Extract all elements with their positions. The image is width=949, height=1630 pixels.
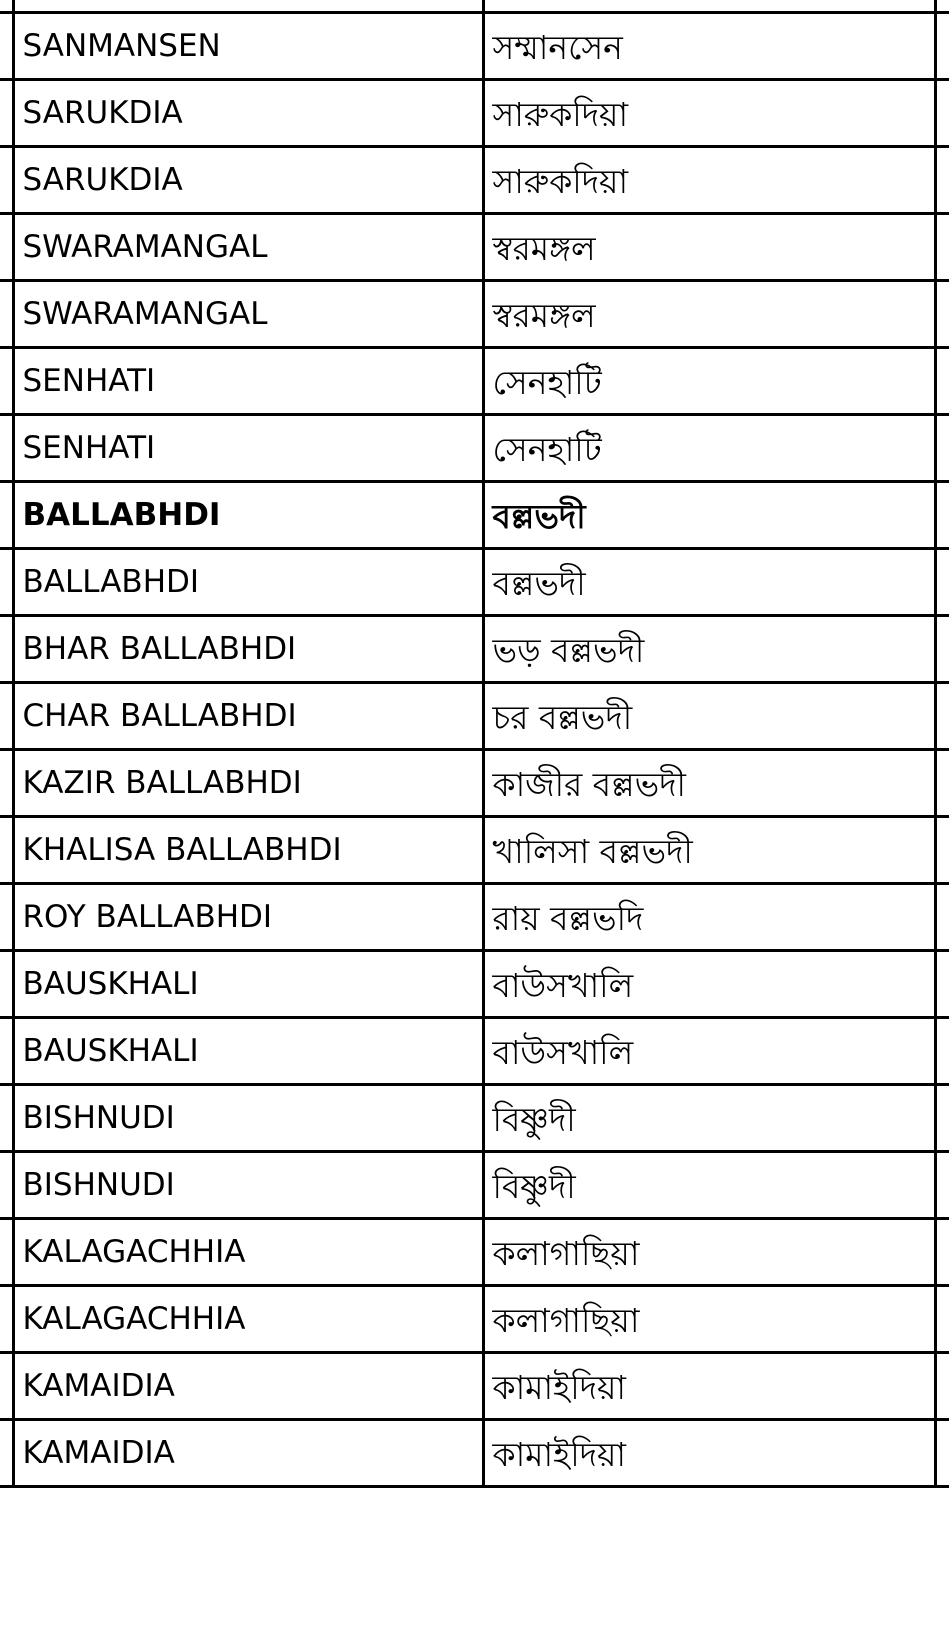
right-margin-cell bbox=[935, 616, 949, 683]
row-number-cell bbox=[0, 616, 13, 683]
row-number-cell bbox=[0, 348, 13, 415]
row-number-cell bbox=[0, 482, 13, 549]
bengali-name-cell: খালিসা বল্লভদী bbox=[483, 817, 935, 884]
row-number-cell bbox=[0, 80, 13, 147]
right-margin-cell bbox=[935, 1018, 949, 1085]
bengali-name-cell: বিষ্ণুদী bbox=[483, 1152, 935, 1219]
right-margin-cell bbox=[935, 147, 949, 214]
english-name-cell: CHAR BALLABHDI bbox=[13, 683, 483, 750]
row-number-cell bbox=[0, 281, 13, 348]
right-margin-cell bbox=[935, 80, 949, 147]
bengali-name-cell: কামাইদিয়া bbox=[483, 1353, 935, 1420]
right-margin-cell bbox=[935, 817, 949, 884]
bengali-name-cell: সেনহাটি bbox=[483, 348, 935, 415]
english-name-cell: ROY BALLABHDI bbox=[13, 884, 483, 951]
row-number-cell bbox=[0, 1286, 13, 1353]
english-name-cell: SENHATI bbox=[13, 348, 483, 415]
bengali-name-cell: কামাইদিয়া bbox=[483, 1420, 935, 1487]
bengali-name-cell: বাউসখালি bbox=[483, 1018, 935, 1085]
table-row bbox=[0, 1286, 949, 1353]
right-margin-cell bbox=[935, 415, 949, 482]
bengali-name-cell: বল্লভদী bbox=[483, 482, 935, 549]
table-row bbox=[0, 147, 949, 214]
right-margin-cell bbox=[935, 683, 949, 750]
bengali-name-cell: চর বল্লভদী bbox=[483, 683, 935, 750]
english-name-cell: KAZIR BALLABHDI bbox=[13, 750, 483, 817]
bengali-name-cell: সম্মানসেন bbox=[483, 13, 935, 80]
table-row bbox=[0, 1353, 949, 1420]
english-name-cell: SENHATI bbox=[13, 415, 483, 482]
table-row bbox=[0, 13, 949, 80]
row-number-cell bbox=[0, 549, 13, 616]
bengali-name-cell: কলাগাছিয়া bbox=[483, 1219, 935, 1286]
row-number-cell bbox=[0, 884, 13, 951]
table-row bbox=[0, 616, 949, 683]
english-name-cell: BHAR BALLABHDI bbox=[13, 616, 483, 683]
row-number-cell bbox=[0, 13, 13, 80]
bengali-name-cell: বাউসখালি bbox=[483, 951, 935, 1018]
row-number-cell bbox=[0, 0, 13, 13]
right-margin-cell bbox=[935, 281, 949, 348]
table-row bbox=[0, 482, 949, 549]
english-name-cell: KALAGACHHIA bbox=[13, 1286, 483, 1353]
right-margin-cell bbox=[935, 214, 949, 281]
right-margin-cell bbox=[935, 0, 949, 13]
english-name-cell: KAMAIDIA bbox=[13, 1420, 483, 1487]
english-name-cell: KHALISA BALLABHDI bbox=[13, 817, 483, 884]
english-name-cell: BISHNUDI bbox=[13, 1152, 483, 1219]
table-row bbox=[0, 80, 949, 147]
table-row bbox=[0, 348, 949, 415]
table-row bbox=[0, 549, 949, 616]
right-margin-cell bbox=[935, 1085, 949, 1152]
right-margin-cell bbox=[935, 884, 949, 951]
table-row bbox=[0, 281, 949, 348]
row-number-cell bbox=[0, 1353, 13, 1420]
english-name-cell: BISHNUDI bbox=[13, 1085, 483, 1152]
english-name-cell: BAUSKHALI bbox=[13, 951, 483, 1018]
english-name-cell: SWARAMANGAL bbox=[13, 214, 483, 281]
table-row bbox=[0, 0, 949, 13]
english-name-cell: KAMAIDIA bbox=[13, 1353, 483, 1420]
row-number-cell bbox=[0, 683, 13, 750]
right-margin-cell bbox=[935, 13, 949, 80]
row-number-cell bbox=[0, 1018, 13, 1085]
english-name-cell: SANMANSEN bbox=[13, 13, 483, 80]
english-name-cell: SWARAMANGAL bbox=[13, 281, 483, 348]
table-row bbox=[0, 1420, 949, 1487]
bengali-name-cell: কলাগাছিয়া bbox=[483, 1286, 935, 1353]
right-margin-cell bbox=[935, 482, 949, 549]
row-number-cell bbox=[0, 1152, 13, 1219]
bengali-name-cell: বল্লভদী bbox=[483, 549, 935, 616]
row-number-cell bbox=[0, 214, 13, 281]
english-name-cell: BALLABHDI bbox=[13, 549, 483, 616]
row-number-cell bbox=[0, 1420, 13, 1487]
english-name-cell: SARUKDIA bbox=[13, 147, 483, 214]
right-margin-cell bbox=[935, 1286, 949, 1353]
table-row bbox=[0, 683, 949, 750]
table-row bbox=[0, 884, 949, 951]
right-margin-cell bbox=[935, 750, 949, 817]
bengali-name-cell: সারুকদিয়া bbox=[483, 147, 935, 214]
table-row bbox=[0, 1152, 949, 1219]
bengali-name-cell: বিষ্ণুদী bbox=[483, 1085, 935, 1152]
right-margin-cell bbox=[935, 1219, 949, 1286]
bengali-name-cell: সেনহাটি bbox=[483, 415, 935, 482]
table-row bbox=[0, 1018, 949, 1085]
table-row bbox=[0, 214, 949, 281]
table-row bbox=[0, 1219, 949, 1286]
row-number-cell bbox=[0, 817, 13, 884]
english-name-cell: BALLABHDI bbox=[13, 482, 483, 549]
row-number-cell bbox=[0, 147, 13, 214]
table-row bbox=[0, 1085, 949, 1152]
right-margin-cell bbox=[935, 1152, 949, 1219]
english-name-cell: BAUSKHALI bbox=[13, 1018, 483, 1085]
table-row bbox=[0, 415, 949, 482]
row-number-cell bbox=[0, 951, 13, 1018]
right-margin-cell bbox=[935, 1353, 949, 1420]
right-margin-cell bbox=[935, 549, 949, 616]
bengali-name-cell: কাজীর বল্লভদী bbox=[483, 750, 935, 817]
bengali-name-cell: ভড় বল্লভদী bbox=[483, 616, 935, 683]
right-margin-cell bbox=[935, 348, 949, 415]
row-number-cell bbox=[0, 415, 13, 482]
row-number-cell bbox=[0, 750, 13, 817]
bengali-name-cell: স্বরমঙ্গল bbox=[483, 214, 935, 281]
right-margin-cell bbox=[935, 951, 949, 1018]
bengali-name-cell: স্বরমঙ্গল bbox=[483, 281, 935, 348]
table-row bbox=[0, 817, 949, 884]
bengali-name-cell: সারুকদিয়া bbox=[483, 80, 935, 147]
english-name-cell: KALAGACHHIA bbox=[13, 1219, 483, 1286]
english-name-cell bbox=[13, 0, 483, 13]
table-row bbox=[0, 951, 949, 1018]
bengali-name-cell: রায় বল্লভদি bbox=[483, 884, 935, 951]
row-number-cell bbox=[0, 1219, 13, 1286]
right-margin-cell bbox=[935, 1420, 949, 1487]
english-name-cell: SARUKDIA bbox=[13, 80, 483, 147]
row-number-cell bbox=[0, 1085, 13, 1152]
bengali-name-cell bbox=[483, 0, 935, 13]
table-row bbox=[0, 750, 949, 817]
